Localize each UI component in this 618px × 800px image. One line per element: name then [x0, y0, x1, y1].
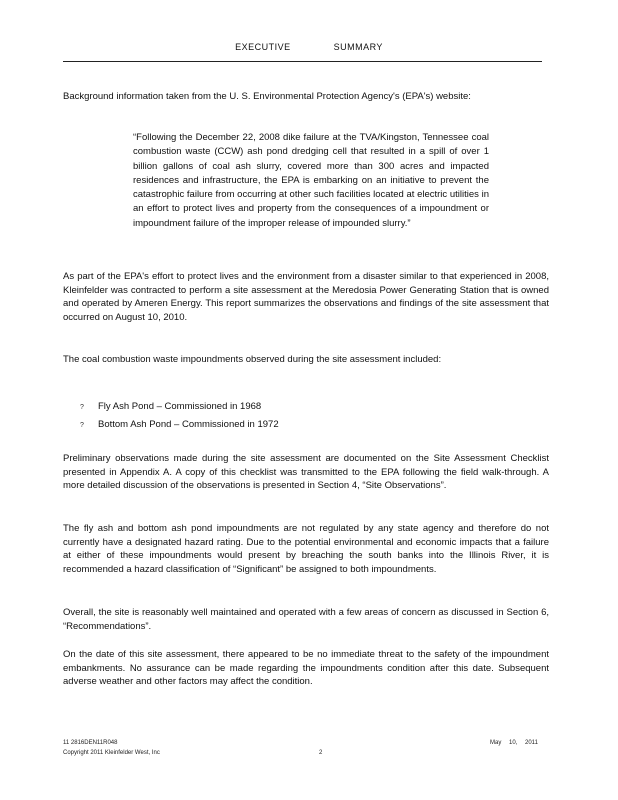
- assessment-paragraph: As part of the EPA's effort to protect lives and the environment from a disaster similar to that experienced in 2008, Kleinfelder was contracted to perform a site assessment at the Meredosia Power Generating Station that is owned and operated by Ameren Energy. This report summarizes the observations and findings of the site assessment that occurred on August 10, 2010.: [63, 271, 549, 323]
- bullet-icon: ?: [80, 422, 84, 429]
- page-number: 2: [319, 750, 323, 756]
- epa-quote: “Following the December 22, 2008 dike failure at the TVA/Kingston, Tennessee coal combustion waste (CCW) ash pond dredging cell that resulted in a spill of over 1 billion gallons of coal ash slurry, covered more than 300 acres and impacted residences and infrastructure, the EPA is embarking on an initiative to prevent the catastrophic failure from occurring at other such facilities located at electric utilities in an effort to protect lives and property from the consequences of a impoundment or impoundment failure of the improper release of impounded slurry.”: [133, 132, 489, 229]
- page-title: EXECUTIVE SUMMARY: [235, 42, 383, 52]
- intro-paragraph: Background information taken from the U. S. Environmental Protection Agency's (EPA's) website:: [63, 91, 471, 102]
- copyright-text: Copyright 2011 Kleinfelder West, Inc: [63, 750, 160, 756]
- list-item-text: Bottom Ash Pond – Commissioned in 1972: [98, 419, 279, 430]
- document-number: 11 2816DEN11R048: [63, 740, 118, 746]
- bullet-icon: ?: [80, 404, 84, 411]
- footer-left: [63, 738, 160, 758]
- title-divider: [63, 61, 542, 62]
- date-paragraph: On the date of this site assessment, there appeared to be no immediate threat to the safety of the impoundment embankments. No assurance can be made regarding the impoundments condition after this date. Subsequent adverse weather and other factors may affect the condition.: [63, 649, 549, 687]
- impoundments-paragraph: The coal combustion waste impoundments observed during the site assessment included:: [63, 354, 442, 365]
- regulation-paragraph: The fly ash and bottom ash pond impoundments are not regulated by any state agency and therefore do not currently have a designated hazard rating. Due to the potential environmental and economic impacts that a failure at either of these impoundments would present by breaching the south banks into the Illinois River, it is recommended a hazard classification of “Significant” be assigned to both impoundments.: [63, 523, 549, 575]
- footer-date: May 10, 2011: [490, 740, 538, 746]
- list-item: [80, 398, 480, 416]
- list-item: [80, 416, 480, 434]
- list-item-text: Fly Ash Pond – Commissioned in 1968: [98, 401, 262, 412]
- overall-paragraph: Overall, the site is reasonably well maintained and operated with a few areas of concern as discussed in Section 6, “Recommendations”.: [63, 607, 549, 632]
- observations-paragraph: Preliminary observations made during the site assessment are documented on the Site Assessment Checklist presented in Appendix A. A copy of this checklist was transmitted to the EPA following the field walk-through. A more detailed discussion of the observations is presented in Section 4, “Site Observations”.: [63, 453, 549, 491]
- impoundment-list: [80, 398, 480, 434]
